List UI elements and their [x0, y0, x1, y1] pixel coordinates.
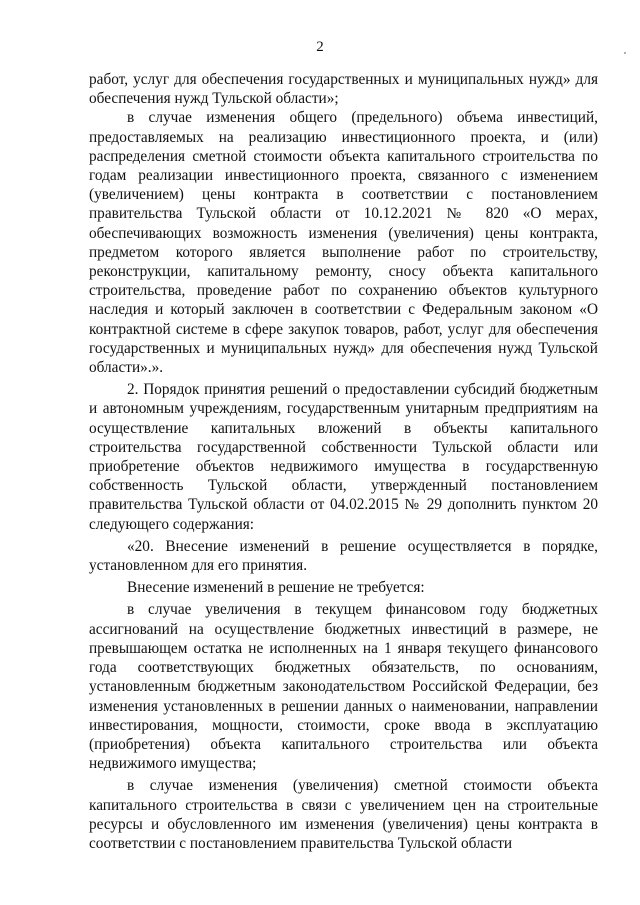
paragraph-budget-increase-case: в случае увеличения в текущем финансовом году бюджетных ассигнований на осуществление бюджетных инвестиций в размере, не превышающем остатка не исполненных на 1 января текущего финансового года соответствующих бюджетных обязательств, по основаниям, установленным бюджетным законодательством Российской Федерации, без изменения установленных в решении данных о наименовании, направлении инвестирования, мощности, стоимости, сроке ввода в эксплуатацию (приобретения) объекта капитального строительства или объекта недвижимого имущества;	[89, 601, 598, 773]
paragraph-cost-increase-case: в случае изменения (увеличения) сметной стоимости объекта капитального строительства в связи с увеличением цен на строительные ресурсы и обусловленного им изменения (увеличения) цены контракта в соответствии с постановлением правительства Тульской области	[89, 777, 598, 852]
page-number: 2	[316, 39, 324, 55]
document-body	[89, 70, 598, 853]
paragraph-continuation: работ, услуг для обеспечения государственных и муниципальных нужд» для обеспечения нужд Тульской области»;	[89, 71, 598, 108]
scan-speck	[624, 52, 626, 54]
paragraph-item-20: «20. Внесение изменений в решение осуществляется в порядке, установленном для его принятия.	[89, 537, 598, 575]
paragraph-price-change-case: в случае изменения общего (предельного) объема инвестиций, предоставляемых на реализацию инвестиционного проекта, и (или) распределения сметной стоимости объекта капитального строительства по годам реализации инвестиционного проекта, связанного с изменением (увеличением) цены контракта в соответствии с постановлением правительства Тульской области от 10.12.2021 № 820 «О мерах, обеспечивающих возможность изменения (увеличения) цены контракта, предметом которого является выполнение работ по строительству, реконструкции, капитальному ремонту, сносу объекта капитального строительства, проведение работ по сохранению объектов культурного наследия и который заключен в соответствии с Федеральным законом «О контрактной системе в сфере закупок товаров, работ, услуг для обеспечения государственных и муниципальных нужд» для обеспечения нужд Тульской области».».	[89, 109, 598, 377]
paragraph-no-change-required: Внесение изменений в решение не требуется:	[127, 579, 425, 597]
paragraph-item-2: 2. Порядок принятия решений о предоставлении субсидий бюджетным и автономным учреждениям, государственным унитарным предприятиям на осуществление капитальных вложений в объекты капитального строительства государственной собственности Тульской области или приобретение объектов недвижимого имущества в государственную собственность Тульской области, утвержденный постановлением правительства Тульской области от 04.02.2015 № 29 дополнить пунктом 20 следующего содержания:	[89, 381, 598, 533]
